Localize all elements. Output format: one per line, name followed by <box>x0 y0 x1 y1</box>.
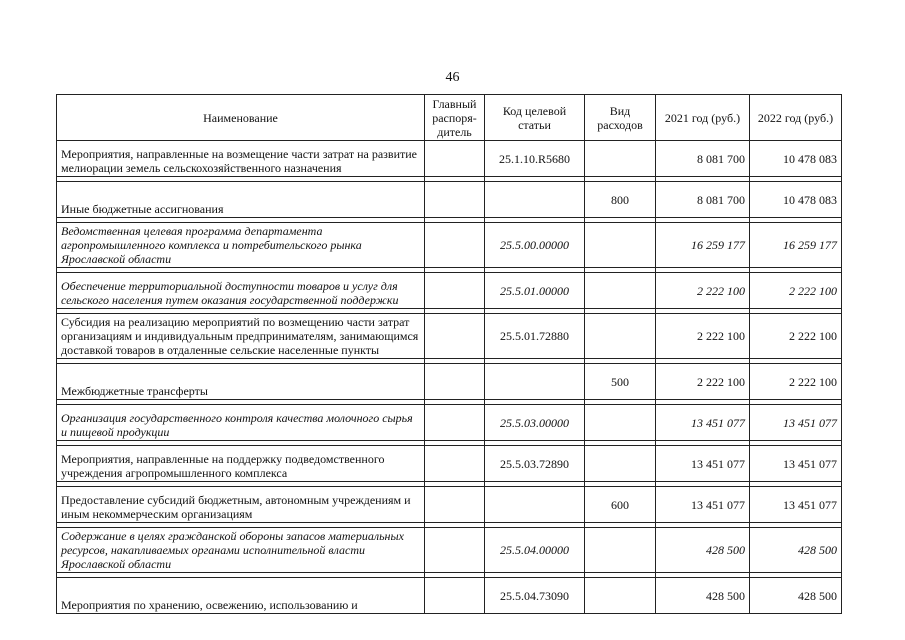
cell-main-manager <box>425 182 485 218</box>
cell-amount-2021: 13 451 077 <box>656 405 750 441</box>
cell-amount-2021: 2 222 100 <box>656 364 750 400</box>
cell-main-manager <box>425 223 485 268</box>
cell-name: Иные бюджетные ассигнования <box>57 182 425 218</box>
table-row <box>57 578 842 614</box>
cell-main-manager <box>425 528 485 573</box>
cell-amount-2022: 2 222 100 <box>750 364 842 400</box>
header-expense-type: Вид расходов <box>585 95 656 141</box>
cell-amount-2022: 16 259 177 <box>750 223 842 268</box>
cell-expense-type <box>585 314 656 359</box>
cell-target-code: 25.5.04.73090 <box>485 578 585 614</box>
table-row <box>57 446 842 482</box>
cell-target-code: 25.5.01.72880 <box>485 314 585 359</box>
cell-amount-2021: 2 222 100 <box>656 273 750 309</box>
cell-expense-type <box>585 578 656 614</box>
header-year-2021: 2021 год (руб.) <box>656 95 750 141</box>
cell-main-manager <box>425 314 485 359</box>
cell-target-code: 25.5.04.00000 <box>485 528 585 573</box>
cell-amount-2021: 13 451 077 <box>656 446 750 482</box>
cell-name: Мероприятия по хранению, освежению, использованию и <box>57 578 425 614</box>
cell-amount-2022: 2 222 100 <box>750 314 842 359</box>
cell-amount-2021: 16 259 177 <box>656 223 750 268</box>
cell-expense-type <box>585 405 656 441</box>
cell-amount-2021: 8 081 700 <box>656 141 750 177</box>
cell-expense-type: 600 <box>585 487 656 523</box>
cell-expense-type: 800 <box>585 182 656 218</box>
cell-name: Предоставление субсидий бюджетным, автономным учреждениям и иным некоммерческим организациям <box>57 487 425 523</box>
cell-target-code: 25.1.10.R5680 <box>485 141 585 177</box>
table-row <box>57 528 842 573</box>
table-row <box>57 273 842 309</box>
cell-expense-type <box>585 141 656 177</box>
table-header-row <box>57 95 842 141</box>
cell-main-manager <box>425 364 485 400</box>
cell-amount-2022: 428 500 <box>750 528 842 573</box>
cell-amount-2021: 13 451 077 <box>656 487 750 523</box>
cell-main-manager <box>425 405 485 441</box>
cell-amount-2022: 10 478 083 <box>750 182 842 218</box>
cell-main-manager <box>425 141 485 177</box>
page-number: 46 <box>445 70 460 85</box>
cell-expense-type <box>585 273 656 309</box>
cell-amount-2022: 428 500 <box>750 578 842 614</box>
cell-target-code <box>485 364 585 400</box>
table-body <box>57 141 842 614</box>
cell-target-code: 25.5.00.00000 <box>485 223 585 268</box>
cell-expense-type <box>585 528 656 573</box>
table-row <box>57 182 842 218</box>
cell-amount-2022: 2 222 100 <box>750 273 842 309</box>
table-row <box>57 487 842 523</box>
cell-main-manager <box>425 273 485 309</box>
table-row <box>57 223 842 268</box>
cell-main-manager <box>425 578 485 614</box>
cell-expense-type <box>585 223 656 268</box>
cell-amount-2021: 8 081 700 <box>656 182 750 218</box>
header-name: Наименование <box>57 95 425 141</box>
cell-main-manager <box>425 487 485 523</box>
cell-expense-type: 500 <box>585 364 656 400</box>
table-row <box>57 405 842 441</box>
cell-amount-2022: 13 451 077 <box>750 446 842 482</box>
cell-amount-2022: 13 451 077 <box>750 487 842 523</box>
cell-amount-2021: 428 500 <box>656 528 750 573</box>
cell-amount-2021: 2 222 100 <box>656 314 750 359</box>
table-row <box>57 314 842 359</box>
cell-name: Субсидия на реализацию мероприятий по возмещению части затрат организациям и индивидуальным предпринимателям, занимающимся доставкой товаров в отдаленные сельские населенные пункты <box>57 314 425 359</box>
cell-target-code <box>485 487 585 523</box>
cell-amount-2022: 10 478 083 <box>750 141 842 177</box>
cell-name: Межбюджетные трансферты <box>57 364 425 400</box>
cell-name: Организация государственного контроля качества молочного сырья и пищевой продукции <box>57 405 425 441</box>
table-row <box>57 141 842 177</box>
cell-name: Ведомственная целевая программа департамента агропромышленного комплекса и потребительского рынка Ярославской области <box>57 223 425 268</box>
table-row <box>57 364 842 400</box>
header-target-code: Код целевой статьи <box>485 95 585 141</box>
budget-table <box>56 94 842 614</box>
cell-main-manager <box>425 446 485 482</box>
cell-name: Содержание в целях гражданской обороны запасов материальных ресурсов, накапливаемых органами исполнительной власти Ярославской области <box>57 528 425 573</box>
cell-name: Мероприятия, направленные на поддержку подведомственного учреждения агропромышленного комплекса <box>57 446 425 482</box>
cell-amount-2022: 13 451 077 <box>750 405 842 441</box>
cell-expense-type <box>585 446 656 482</box>
cell-target-code: 25.5.03.72890 <box>485 446 585 482</box>
cell-name: Мероприятия, направленные на возмещение части затрат на развитие мелиорации земель сельскохозяйственного назначения <box>57 141 425 177</box>
header-main-manager: Главный распоря-дитель <box>425 95 485 141</box>
cell-target-code <box>485 182 585 218</box>
cell-name: Обеспечение территориальной доступности товаров и услуг для сельского населения путем оказания государственной поддержки <box>57 273 425 309</box>
cell-amount-2021: 428 500 <box>656 578 750 614</box>
header-year-2022: 2022 год (руб.) <box>750 95 842 141</box>
cell-target-code: 25.5.03.00000 <box>485 405 585 441</box>
cell-target-code: 25.5.01.00000 <box>485 273 585 309</box>
